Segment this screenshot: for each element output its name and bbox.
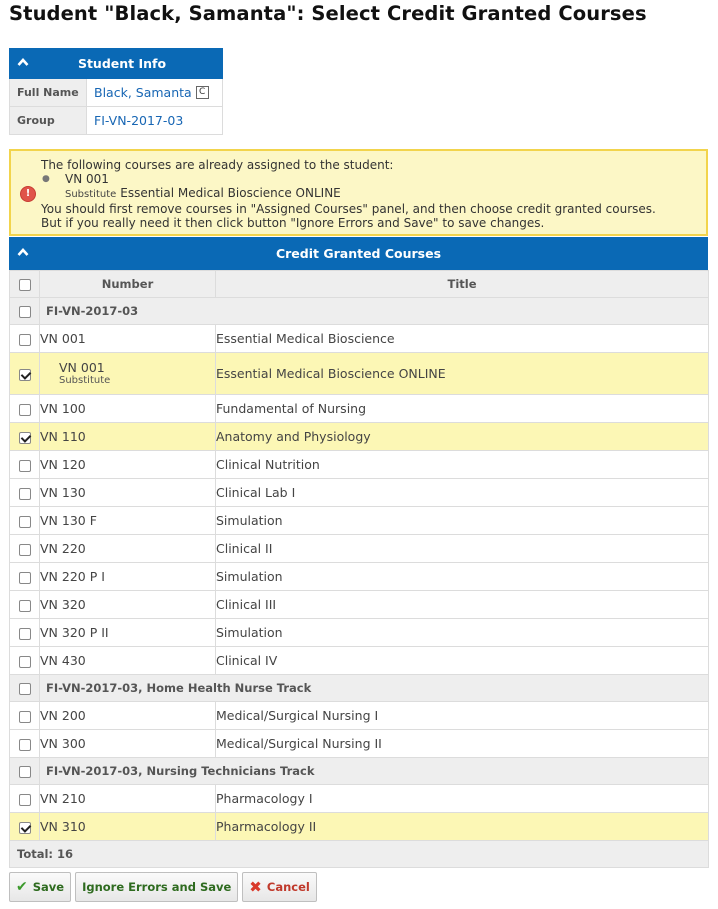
course-checkbox[interactable] bbox=[19, 460, 31, 472]
course-row[interactable] bbox=[10, 702, 709, 730]
student-info-header[interactable] bbox=[9, 48, 223, 79]
course-checkbox-cell bbox=[10, 479, 40, 507]
course-checkbox-cell bbox=[10, 325, 40, 353]
course-number: VN 300 bbox=[40, 736, 86, 751]
course-number: VN 130 F bbox=[40, 513, 97, 528]
course-number-cell bbox=[40, 353, 216, 395]
course-checkbox[interactable] bbox=[19, 432, 31, 444]
course-number: VN 100 bbox=[40, 401, 86, 416]
course-number-cell bbox=[40, 702, 216, 730]
course-title: Simulation bbox=[216, 507, 709, 535]
full-name-label: Full Name bbox=[10, 79, 87, 106]
course-number-cell bbox=[40, 785, 216, 813]
course-checkbox[interactable] bbox=[19, 404, 31, 416]
course-checkbox-cell bbox=[10, 507, 40, 535]
group-checkbox[interactable] bbox=[19, 683, 31, 695]
course-checkbox-cell bbox=[10, 619, 40, 647]
warning-item-title: Essential Medical Bioscience ONLINE bbox=[120, 186, 341, 200]
course-number-cell bbox=[40, 619, 216, 647]
course-checkbox[interactable] bbox=[19, 656, 31, 668]
course-number: VN 130 bbox=[40, 485, 86, 500]
course-checkbox[interactable] bbox=[19, 711, 31, 723]
cross-icon: ✖ bbox=[249, 877, 262, 896]
cancel-button[interactable] bbox=[242, 872, 317, 902]
warning-line-1: The following courses are already assigned to the student: bbox=[41, 158, 394, 172]
course-checkbox-cell bbox=[10, 353, 40, 395]
full-name-link[interactable]: Black, Samanta bbox=[94, 85, 192, 100]
course-number: VN 210 bbox=[40, 791, 86, 806]
select-all-checkbox[interactable] bbox=[19, 279, 31, 291]
group-checkbox-cell bbox=[10, 758, 40, 785]
group-row bbox=[10, 758, 709, 785]
select-all-cell bbox=[10, 271, 40, 298]
course-number: VN 200 bbox=[40, 708, 86, 723]
group-link[interactable]: FI-VN-2017-03 bbox=[94, 113, 184, 128]
student-info-panel bbox=[9, 48, 223, 135]
course-checkbox[interactable] bbox=[19, 572, 31, 584]
course-title: Clinical IV bbox=[216, 647, 709, 675]
group-checkbox-cell bbox=[10, 298, 40, 325]
course-row[interactable] bbox=[10, 619, 709, 647]
group-row bbox=[10, 675, 709, 702]
course-title: Fundamental of Nursing bbox=[216, 395, 709, 423]
group-checkbox[interactable] bbox=[19, 306, 31, 318]
course-title: Essential Medical Bioscience ONLINE bbox=[216, 353, 709, 395]
course-checkbox[interactable] bbox=[19, 794, 31, 806]
total-row bbox=[10, 841, 709, 868]
course-number-cell bbox=[40, 730, 216, 758]
course-number-cell bbox=[40, 591, 216, 619]
course-number-cell bbox=[40, 535, 216, 563]
course-checkbox[interactable] bbox=[19, 600, 31, 612]
c-badge-icon[interactable]: C bbox=[196, 86, 209, 99]
course-checkbox-cell bbox=[10, 423, 40, 451]
group-label: FI-VN-2017-03, Nursing Technicians Track bbox=[40, 758, 709, 785]
course-row[interactable] bbox=[10, 479, 709, 507]
course-checkbox-cell bbox=[10, 730, 40, 758]
course-title: Clinical Nutrition bbox=[216, 451, 709, 479]
course-number-cell bbox=[40, 451, 216, 479]
warning-message bbox=[9, 149, 708, 236]
column-header-number[interactable]: Number bbox=[40, 271, 216, 298]
course-checkbox[interactable] bbox=[19, 516, 31, 528]
student-info-title: Student Info bbox=[77, 56, 167, 71]
course-title: Clinical Lab I bbox=[216, 479, 709, 507]
course-checkbox-cell bbox=[10, 785, 40, 813]
course-checkbox[interactable] bbox=[19, 739, 31, 751]
course-number: VN 120 bbox=[40, 457, 86, 472]
save-button[interactable] bbox=[9, 872, 71, 902]
chevron-up-icon[interactable] bbox=[17, 247, 29, 257]
course-title: Essential Medical Bioscience bbox=[216, 325, 709, 353]
course-row[interactable] bbox=[10, 535, 709, 563]
course-checkbox-cell bbox=[10, 535, 40, 563]
bullet-icon: ● bbox=[42, 174, 50, 184]
course-checkbox[interactable] bbox=[19, 544, 31, 556]
column-header-title[interactable]: Title bbox=[216, 271, 709, 298]
course-number: VN 320 bbox=[40, 597, 86, 612]
course-checkbox[interactable] bbox=[19, 822, 31, 834]
course-number: VN 430 bbox=[40, 653, 86, 668]
course-number: VN 310 bbox=[40, 819, 86, 834]
course-row[interactable] bbox=[10, 563, 709, 591]
total-count: Total: 16 bbox=[10, 841, 709, 868]
course-checkbox[interactable] bbox=[19, 488, 31, 500]
group-label: FI-VN-2017-03, Home Health Nurse Track bbox=[40, 675, 709, 702]
course-row[interactable] bbox=[10, 423, 709, 451]
warning-item-number: VN 001 bbox=[65, 172, 109, 186]
course-row[interactable] bbox=[10, 591, 709, 619]
credit-granted-header[interactable] bbox=[9, 237, 708, 270]
course-checkbox-cell bbox=[10, 813, 40, 841]
full-name-row bbox=[9, 79, 223, 107]
course-number-cell bbox=[40, 479, 216, 507]
warning-line-3: But if you really need it then click button "Ignore Errors and Save" to save changes. bbox=[41, 216, 545, 230]
course-title: Medical/Surgical Nursing I bbox=[216, 702, 709, 730]
course-number-cell bbox=[40, 563, 216, 591]
substitute-label: Substitute bbox=[59, 374, 111, 386]
course-number-cell bbox=[40, 395, 216, 423]
course-checkbox[interactable] bbox=[19, 334, 31, 346]
course-title: Pharmacology II bbox=[216, 813, 709, 841]
group-row bbox=[10, 298, 709, 325]
course-number-cell bbox=[40, 813, 216, 841]
course-number-cell bbox=[40, 325, 216, 353]
course-number: VN 001 bbox=[40, 331, 86, 346]
ignore-errors-and-save-button[interactable] bbox=[75, 872, 238, 902]
course-row[interactable] bbox=[10, 730, 709, 758]
group-row bbox=[9, 107, 223, 135]
credit-granted-panel bbox=[9, 237, 708, 868]
course-title: Simulation bbox=[216, 563, 709, 591]
page-title: Student "Black, Samanta": Select Credit Granted Courses bbox=[9, 2, 647, 25]
course-row[interactable] bbox=[10, 325, 709, 353]
course-checkbox-cell bbox=[10, 395, 40, 423]
course-number: VN 320 P II bbox=[40, 625, 109, 640]
ignore-button-label: Ignore Errors and Save bbox=[82, 880, 232, 894]
course-title: Pharmacology I bbox=[216, 785, 709, 813]
group-checkbox[interactable] bbox=[19, 766, 31, 778]
course-checkbox[interactable] bbox=[19, 628, 31, 640]
course-checkbox-cell bbox=[10, 563, 40, 591]
course-title: Simulation bbox=[216, 619, 709, 647]
course-checkbox[interactable] bbox=[19, 369, 31, 381]
credit-granted-title: Credit Granted Courses bbox=[275, 246, 442, 261]
course-number-cell bbox=[40, 423, 216, 451]
group-label: Group bbox=[10, 107, 87, 134]
course-row[interactable] bbox=[10, 395, 709, 423]
save-button-label: Save bbox=[32, 880, 65, 894]
group-label: FI-VN-2017-03 bbox=[40, 298, 709, 325]
course-row[interactable] bbox=[10, 813, 709, 841]
course-row[interactable] bbox=[10, 647, 709, 675]
group-checkbox-cell bbox=[10, 675, 40, 702]
course-title: Medical/Surgical Nursing II bbox=[216, 730, 709, 758]
course-row[interactable] bbox=[10, 785, 709, 813]
course-title: Clinical III bbox=[216, 591, 709, 619]
course-number: VN 001 bbox=[59, 359, 105, 375]
credit-table-body bbox=[10, 298, 709, 868]
course-title: Clinical II bbox=[216, 535, 709, 563]
course-checkbox-cell bbox=[10, 647, 40, 675]
course-title: Anatomy and Physiology bbox=[216, 423, 709, 451]
course-number-cell bbox=[40, 507, 216, 535]
course-number: VN 110 bbox=[40, 429, 86, 444]
cancel-button-label: Cancel bbox=[266, 880, 310, 894]
chevron-up-icon[interactable] bbox=[17, 57, 29, 67]
course-number: VN 220 P I bbox=[40, 569, 105, 584]
course-row[interactable] bbox=[10, 353, 709, 395]
checkmark-icon: ✔ bbox=[16, 879, 28, 895]
warning-item-sub-label: Substitute bbox=[65, 189, 117, 200]
error-icon: ! bbox=[21, 187, 35, 201]
course-number: VN 220 bbox=[40, 541, 86, 556]
course-row[interactable] bbox=[10, 507, 709, 535]
credit-courses-table bbox=[9, 270, 709, 868]
course-checkbox-cell bbox=[10, 451, 40, 479]
course-checkbox-cell bbox=[10, 702, 40, 730]
course-checkbox-cell bbox=[10, 591, 40, 619]
warning-line-2: You should first remove courses in "Assigned Courses" panel, and then choose credit granted courses. bbox=[41, 202, 656, 216]
action-buttons bbox=[9, 872, 317, 902]
course-number-cell bbox=[40, 647, 216, 675]
course-row[interactable] bbox=[10, 451, 709, 479]
